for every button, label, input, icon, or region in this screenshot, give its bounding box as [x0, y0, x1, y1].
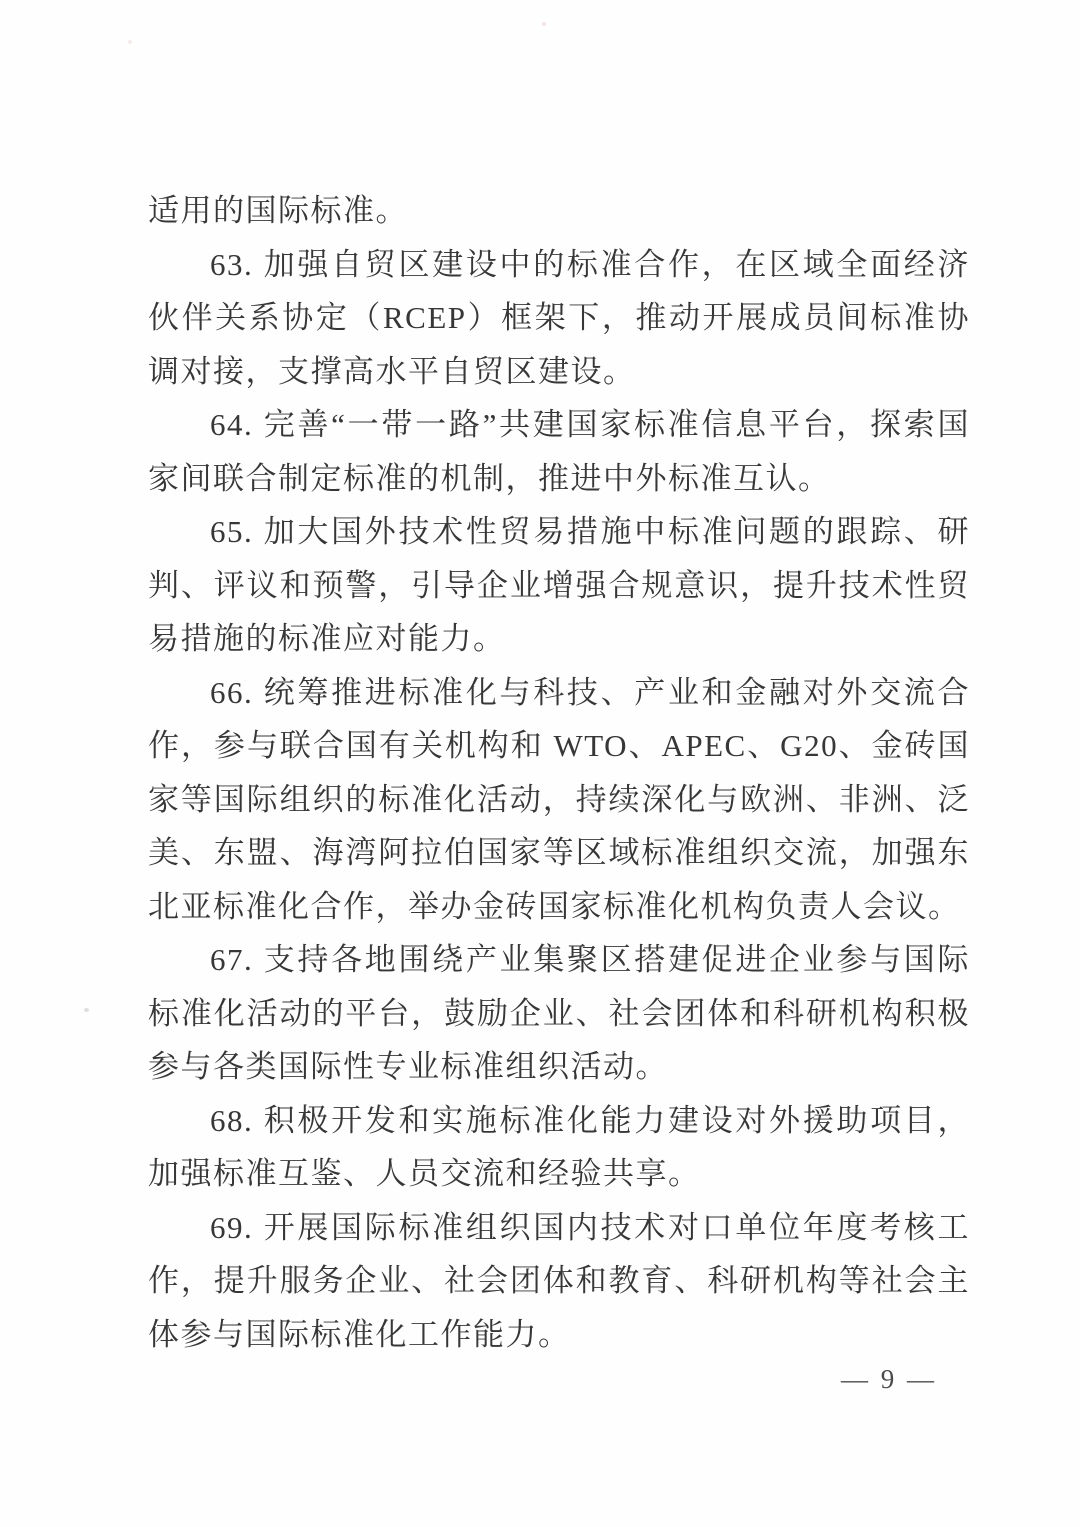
paragraph-item-65: 65. 加大国外技术性贸易措施中标准问题的跟踪、研判、评议和预警，引导企业增强合规意识，提升技术性贸易措施的标准应对能力。 [148, 514, 970, 656]
paragraph-continuation: 适用的国际标准。 [148, 193, 408, 228]
page-number: — 9 — [841, 1364, 937, 1394]
paragraph-item-64: 64. 完善“一带一路”共建国家标准信息平台，探索国家间联合制定标准的机制，推进中外标准互认。 [148, 407, 970, 496]
scan-speck [128, 40, 132, 44]
paragraph-item-66: 66. 统筹推进标准化与科技、产业和金融对外交流合作，参与联合国有关机构和 WTO、APEC、G20、金砖国家等国际组织的标准化活动，持续深化与欧洲、非洲、泛美、东盟、海湾阿拉伯国家等区域标准组织交流，加强东北亚标准化合作，举办金砖国家标准化机构负责人会议。 [148, 674, 970, 924]
scan-speck [84, 1008, 89, 1012]
paragraph-item-68: 68. 积极开发和实施标准化能力建设对外援助项目，加强标准互鉴、人员交流和经验共享。 [148, 1102, 970, 1191]
paragraph-item-63: 63. 加强自贸区建设中的标准合作，在区域全面经济伙伴关系协定（RCEP）框架下，推动开展成员间标准协调对接，支撑高水平自贸区建设。 [148, 246, 970, 389]
document-body [148, 184, 970, 1361]
scan-speck [542, 22, 546, 26]
paragraph-item-67: 67. 支持各地围绕产业集聚区搭建促进企业参与国际标准化活动的平台，鼓励企业、社会团体和科研机构积极参与各类国际性专业标准组织活动。 [148, 942, 970, 1084]
paragraph-item-69: 69. 开展国际标准组织国内技术对口单位年度考核工作，提升服务企业、社会团体和教育、科研机构等社会主体参与国际标准化工作能力。 [148, 1209, 970, 1352]
